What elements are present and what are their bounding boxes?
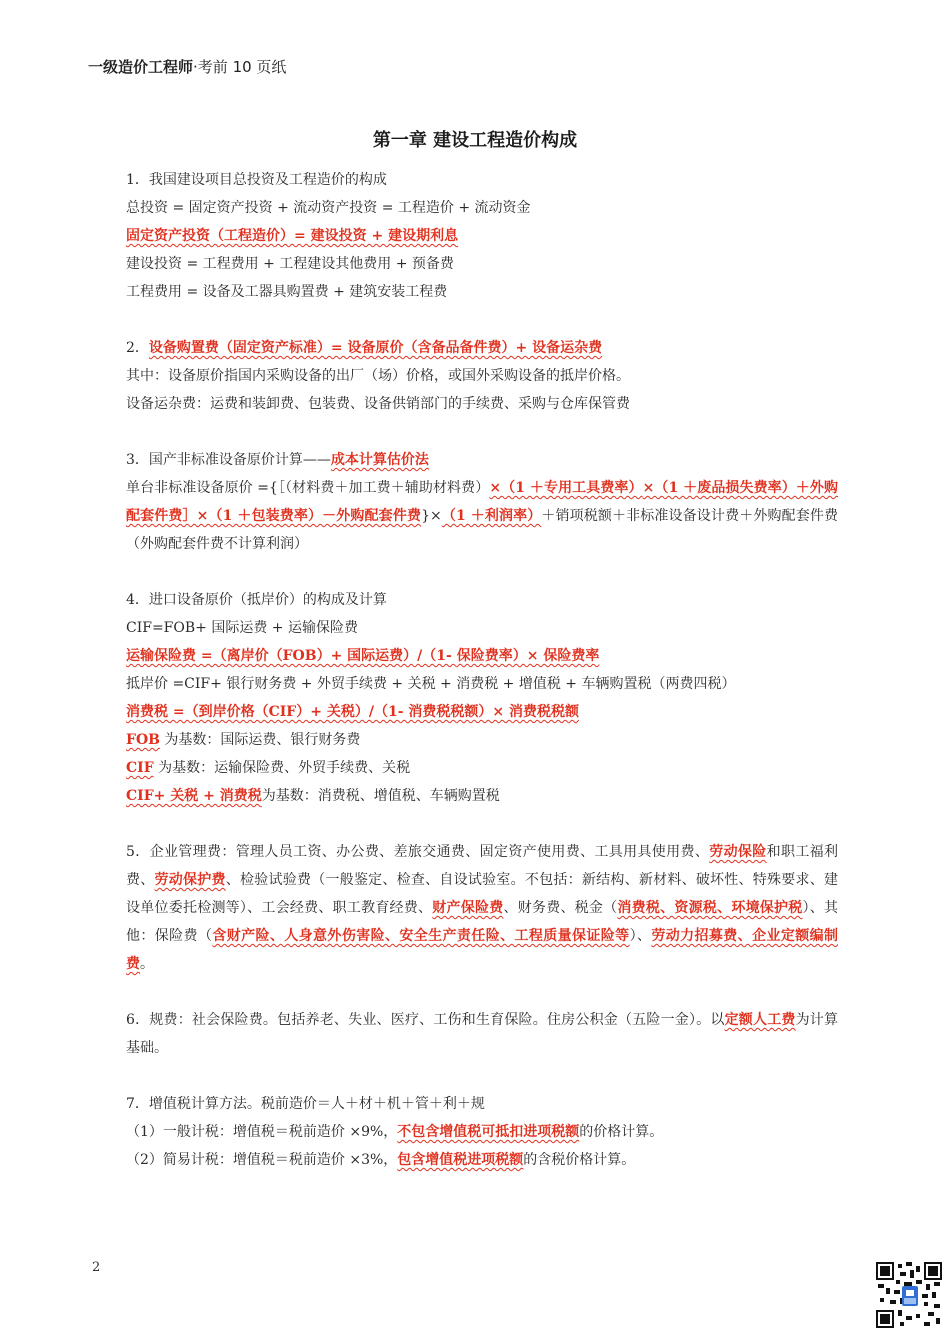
document-body xyxy=(126,166,838,1174)
s5-h1: 劳动保险 xyxy=(709,844,767,860)
s7-line1 xyxy=(126,1118,838,1146)
s5-h2: 劳动保护费 xyxy=(154,872,226,888)
s4-line6-text: 为基数：运输保险费、外贸手续费、关税 xyxy=(153,760,411,776)
header-subtitle: 考前 10 页纸 xyxy=(197,58,287,76)
s6-h1: 定额人工费 xyxy=(724,1012,796,1028)
s6-t2: 为计算基础。 xyxy=(126,1012,839,1056)
s4-line5 xyxy=(126,726,838,754)
s4-line5-base: FOB xyxy=(126,732,160,748)
s4-line1: CIF=FOB+ 国际运费 + 运输保险费 xyxy=(126,620,358,636)
s5-t4: 、财务费、税金（ xyxy=(503,900,618,916)
s5-h3: 财产保险费 xyxy=(432,900,504,916)
s5-t6: ）、 xyxy=(629,928,652,944)
s4-line5-text: 为基数：国际运费、银行财务费 xyxy=(159,732,361,748)
s3-part4: }× xyxy=(421,508,442,524)
s1-line2: 固定资产投资（工程造价）= 建设投资 + 建设期利息 xyxy=(126,228,459,244)
spacer xyxy=(126,810,838,838)
s4-line7 xyxy=(126,782,838,810)
s2-num: 2． xyxy=(126,340,149,356)
s7-line2-text: （2）简易计税：增值税＝税前造价 ×3%， xyxy=(126,1152,398,1168)
chapter-title: 第一章 建设工程造价构成 xyxy=(372,130,578,151)
header-separator: · xyxy=(193,58,198,76)
s1-heading: 1．我国建设项目总投资及工程造价的构成 xyxy=(126,172,387,188)
s5-h6: 劳动力招募费、企业定额编制费 xyxy=(126,928,839,972)
s1-line1: 总投资 = 固定资产投资 + 流动资产投资 = 工程造价 + 流动资金 xyxy=(126,200,531,216)
s3-part1: 单台非标准设备原价 ={［（材料费＋加工费＋辅助材料费） xyxy=(126,480,490,496)
qr-code-icon xyxy=(876,1262,942,1328)
s5-t5: ）、其他：保险费（ xyxy=(126,900,839,944)
spacer xyxy=(126,978,838,1006)
s3-heading-text: 3．国产非标准设备原价计算—— xyxy=(126,452,331,468)
page-number: 2 xyxy=(92,1260,101,1275)
header-title: 一级造价工程师 xyxy=(88,58,194,76)
s2-line2: 设备运杂费：运费和装卸费、包装费、设备供销部门的手续费、采购与仓库保管费 xyxy=(126,396,630,412)
s4-heading: 4．进口设备原价（抵岸价）的构成及计算 xyxy=(126,592,387,608)
s7-line1-end: 的价格计算。 xyxy=(579,1124,664,1140)
s4-line6 xyxy=(126,754,838,782)
s3-part5: （1 ＋利润率） xyxy=(441,508,542,524)
s3-heading xyxy=(126,446,838,474)
s6-t1: 6．规费：社会保险费。包括养老、失业、医疗、工伤和生育保险。住房公积金（五险一金）。以 xyxy=(126,1012,725,1028)
s1-line4: 工程费用 = 设备及工器具购置费 + 建筑安装工程费 xyxy=(126,284,448,300)
s4-line2-wrap xyxy=(126,642,838,670)
s4-line6-base: CIF xyxy=(126,760,154,776)
s5-t3: 、检验试验费（一般鉴定、检查、自设试验室。不包括：新结构、新材料、破坏性、特殊要求、建设单位委托检测等）、工会经费、职工教育经费、 xyxy=(126,872,839,916)
page-header xyxy=(88,56,286,77)
s7-line2 xyxy=(126,1146,838,1174)
spacer xyxy=(126,1062,838,1090)
s3-formula xyxy=(126,474,838,558)
s4-line4-wrap xyxy=(126,698,838,726)
s3-heading-method: 成本计算估价法 xyxy=(330,452,429,468)
s4-line7-base: CIF+ 关税 + 消费税 xyxy=(126,788,262,804)
spacer xyxy=(126,558,838,586)
s3-part6: ＋销项税额＋非标准设备设计费＋外购配套件费（外购配套件费不计算利润） xyxy=(126,508,838,552)
s4-line3: 抵岸价 =CIF+ 银行财务费 + 外贸手续费 + 关税 + 消费税 + 增值税 + 车辆购置税（两费四税） xyxy=(126,676,736,692)
s5-h5: 含财产险、人身意外伤害险、安全生产责任险、工程质量保证险等 xyxy=(212,928,630,944)
s2-formula: 设备购置费（固定资产标准）= 设备原价（含备品备件费）+ 设备运杂费 xyxy=(148,340,603,356)
s7-line1-hl: 不包含增值税可抵扣进项税额 xyxy=(397,1124,580,1140)
s3-part2: ×（1 ＋专用工具费率） xyxy=(489,480,643,496)
s5-h4: 消费税、资源税、环境保护税 xyxy=(617,900,803,916)
s1-line3: 建设投资 = 工程费用 + 工程建设其他费用 + 预备费 xyxy=(126,256,454,272)
s2-heading xyxy=(126,334,838,362)
s6-paragraph xyxy=(126,1006,838,1062)
s5-t2: 和职工福利费、 xyxy=(126,844,839,888)
s3-part3: ×（1 ＋废品损失费率）＋外购配套件费］×（1 ＋包装费率）－外购配套件费 xyxy=(126,480,838,524)
s7-line2-hl: 包含增值税进项税额 xyxy=(397,1152,524,1168)
s4-line4: 消费税 =（到岸价格（CIF）+ 关税）/（1- 消费税税额）× 消费税税额 xyxy=(126,704,579,720)
s5-paragraph xyxy=(126,838,838,978)
s1-line2-wrap xyxy=(126,222,838,250)
s7-line2-end: 的含税价格计算。 xyxy=(523,1152,636,1168)
s2-line1: 其中：设备原价指国内采购设备的出厂（场）价格，或国外采购设备的抵岸价格。 xyxy=(126,368,630,384)
s4-line7-text: 为基数：消费税、增值税、车辆购置税 xyxy=(261,788,500,804)
s7-heading: 7．增值税计算方法。税前造价＝人＋材＋机＋管＋利＋规 xyxy=(126,1096,485,1112)
s4-line2: 运输保险费 =（离岸价（FOB）+ 国际运费）/（1- 保险费率）× 保险费率 xyxy=(126,648,600,664)
spacer xyxy=(126,306,838,334)
s5-t7: 。 xyxy=(140,956,154,972)
spacer xyxy=(126,418,838,446)
s5-t1: 5．企业管理费：管理人员工资、办公费、差旅交通费、固定资产使用费、工具用具使用费、 xyxy=(126,844,710,860)
s7-line1-text: （1）一般计税：增值税＝税前造价 ×9%， xyxy=(126,1124,398,1140)
